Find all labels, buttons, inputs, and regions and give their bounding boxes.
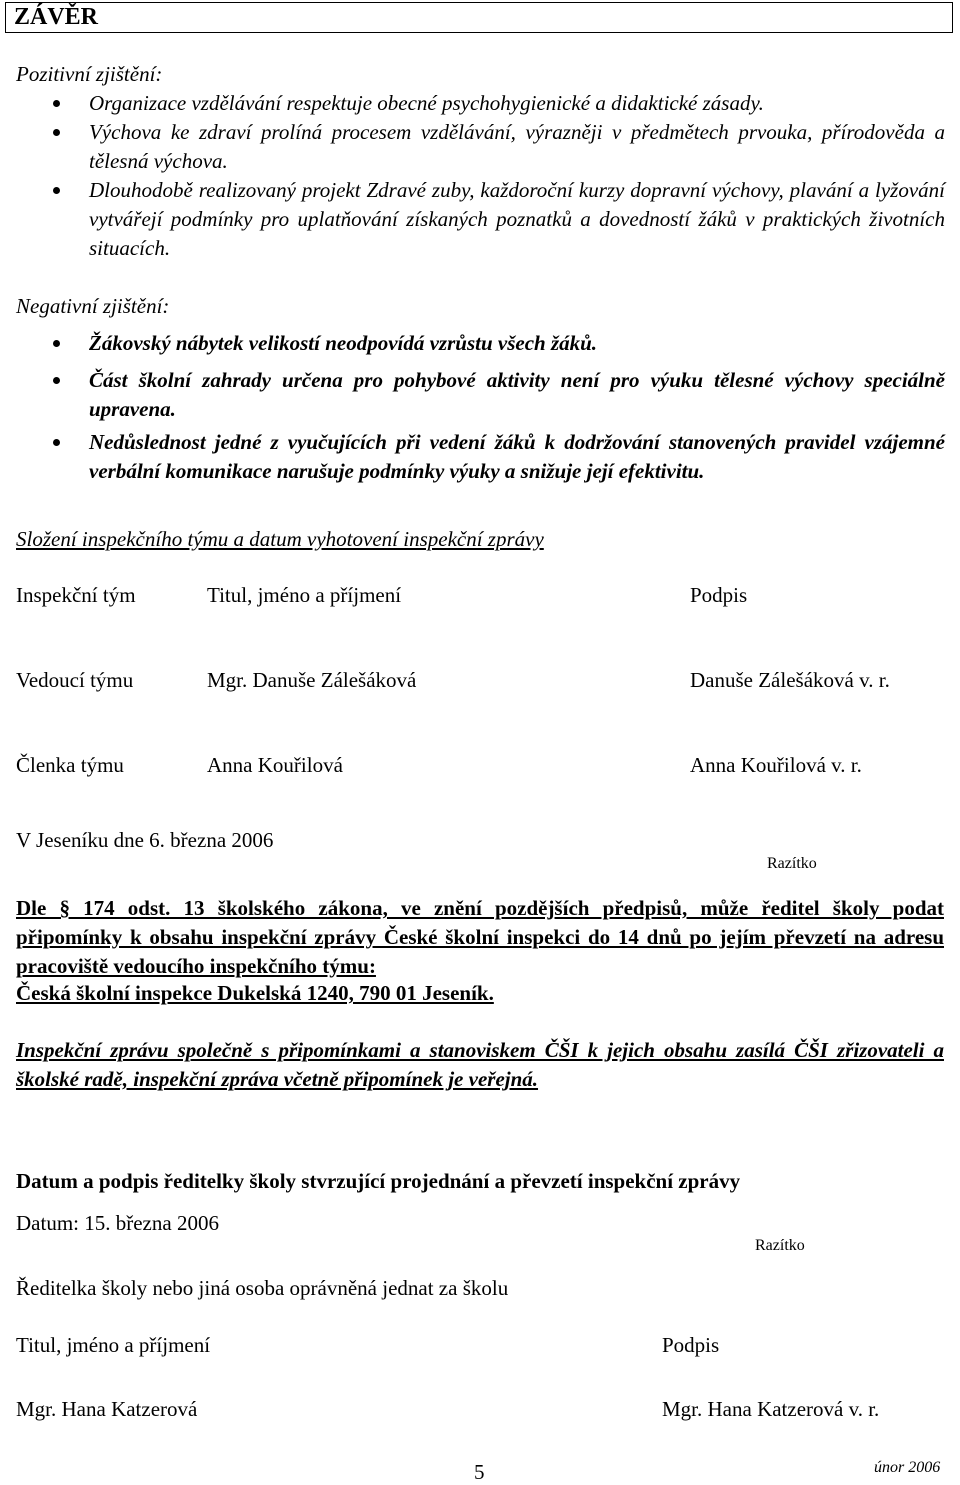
positive-item-2: Výchova ke zdraví prolíná procesem vzdělávání, výrazněji v předmětech prvouka, přírodověda a tělesná výchova. [89,120,945,173]
negative-heading-text: Negativní zjištění: [16,294,170,318]
place-date: V Jeseníku dne 6. března 2006 [16,828,274,852]
negative-item-2: Část školní zahrady určena pro pohybové aktivity není pro výuku tělesné výchovy speciálně upravena. [89,368,945,421]
page-number: 5 [474,1460,485,1484]
team-row-role: Členka týmu [16,753,124,777]
director-sign-label: Podpis [662,1333,720,1357]
director-heading: Datum a podpis ředitelky školy stvrzující projednání a převzetí inspekční zprávy [16,1169,741,1193]
team-col-signature: Podpis [690,583,748,607]
team-row-name: Anna Kouřilová [207,753,343,777]
inspection-address: Česká školní inspekce Dukelská 1240, 790 01 Jeseník. [16,981,494,1005]
stamp-label: Razítko [767,855,817,872]
footer-date: únor 2006 [874,1459,941,1476]
team-heading: Složení inspekčního týmu a datum vyhotovení inspekční zprávy [16,527,544,551]
director-signature: Mgr. Hana Katzerová v. r. [662,1397,880,1421]
bullet-icon [53,129,60,136]
team-row-signature: Danuše Zálešáková v. r. [690,668,890,692]
bullet-icon [53,100,60,107]
bullet-icon [53,439,60,446]
director-stamp-label: Razítko [755,1237,805,1254]
team-row-role: Vedoucí týmu [16,668,134,692]
publication-notice: Inspekční zprávu společně s připomínkami a stanoviskem ČŠI k jejich obsahu zasílá ČŠI zřizovateli a školské radě, inspekční zpráva včetně připomínek je veřejná. [16,1038,944,1091]
negative-item-3: Nedůslednost jedné z vyučujících při vedení žáků k dodržování stanovených pravidel vzájemné verbální komunikace narušuje podmínky výuky a snižuje její efektivitu. [89,430,945,483]
bullet-icon [53,187,60,194]
notice-text: Dle § 174 odst. 13 školského zákona, ve znění pozdějších předpisů, může ředitel školy podat připomínky k obsahu inspekční zprávy České školní inspekci do 14 dnů po jejím převzetí na adresu pracoviště vedoucího inspekčního týmu: [16,896,944,978]
positive-heading: Pozitivní zjištění: [16,62,163,86]
section-title: ZÁVĚR [14,4,99,30]
team-col-name: Titul, jméno a příjmení [207,583,402,607]
team-row-signature: Anna Kouřilová v. r. [690,753,862,777]
bullet-icon [53,340,60,347]
director-date: Datum: 15. března 2006 [16,1211,219,1235]
director-name: Mgr. Hana Katzerová [16,1397,198,1421]
bullet-icon [53,377,60,384]
section-title-box [5,2,953,33]
director-name-label: Titul, jméno a příjmení [16,1333,211,1357]
negative-item-1: Žákovský nábytek velikostí neodpovídá vzrůstu všech žáků. [89,331,598,355]
positive-item-3: Dlouhodobě realizovaný projekt Zdravé zuby, každoroční kurzy dopravní výchovy, plavání a lyžování vytvářejí podmínky pro uplatňování získaných poznatků a dovedností žáků v praktických životních situacích. [89,178,945,260]
team-row-name: Mgr. Danuše Zálešáková [207,668,417,692]
director-role: Ředitelka školy nebo jiná osoba oprávněná jednat za školu [16,1276,509,1300]
team-col-role: Inspekční tým [16,583,136,607]
negative-heading [16,294,169,319]
positive-item-1: Organizace vzdělávání respektuje obecné psychohygienické a didaktické zásady. [89,91,764,115]
